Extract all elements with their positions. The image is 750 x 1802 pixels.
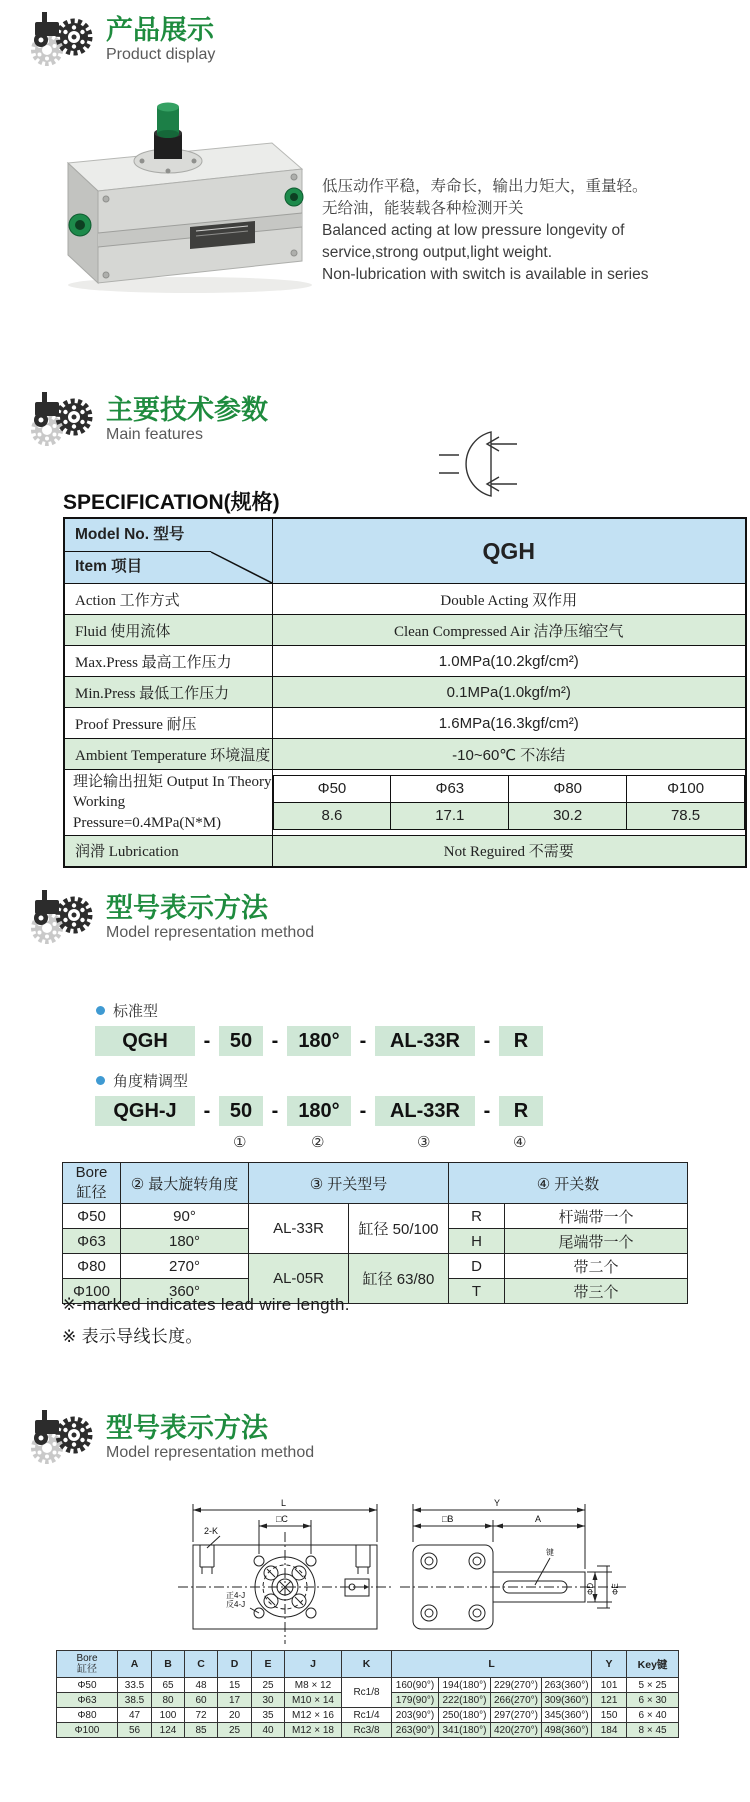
- spec-row-torque: [64, 770, 746, 836]
- section-title: 产品展示: [106, 14, 214, 45]
- col-header-Y: Y: [592, 1651, 627, 1678]
- bore-cell: Φ80: [63, 1254, 121, 1279]
- code-part: QGH: [95, 1026, 195, 1056]
- bore-cell: Φ100: [63, 1279, 121, 1304]
- code-dash: -: [483, 1029, 491, 1052]
- section-header-model-method: [28, 888, 314, 944]
- dim-table-header: [57, 1651, 679, 1678]
- spec-label: Action 工作方式: [64, 584, 272, 615]
- dim-label-Y: Y: [494, 1498, 501, 1508]
- torque-bores-row: [273, 775, 745, 802]
- spec-row-max-press: [64, 646, 746, 677]
- code-part: AL-33R: [375, 1026, 475, 1056]
- spec-label: Min.Press 最低工作压力: [64, 677, 272, 708]
- switch-table-header: [63, 1163, 688, 1204]
- circled-number-1: ①: [233, 1134, 247, 1151]
- desc-line: Non-lubrication with switch is available in series: [322, 266, 649, 283]
- count-desc-cell: 尾端带一个: [505, 1229, 688, 1254]
- angle-cell: 270°: [121, 1254, 249, 1279]
- torque-value: 78.5: [627, 802, 745, 829]
- spec-heading: SPECIFICATION(规格): [63, 491, 280, 514]
- col-header-E: E: [252, 1651, 285, 1678]
- dim-label-C: □C: [276, 1514, 288, 1524]
- switch-count-header: ④ 开关数: [449, 1163, 688, 1204]
- dim-row: Φ100 56 124 85 25 40 M12 × 18 Rc3/8 263(90°) 341(180°) 420(270°) 498(360°) 184 8 × 45: [57, 1723, 679, 1738]
- code-part: R: [499, 1096, 543, 1126]
- note-line: ※-marked indicates lead wire length.: [62, 1295, 350, 1314]
- section-subtitle: Main features: [106, 426, 203, 443]
- dimension-table: [56, 1650, 679, 1738]
- section-title: 型号表示方法: [106, 892, 268, 923]
- torque-value: 30.2: [509, 802, 627, 829]
- count-desc-cell: 带二个: [505, 1254, 688, 1279]
- fine-adjust-type-label: [96, 1070, 188, 1091]
- section-subtitle: Model representation method: [106, 924, 315, 941]
- dim-label-phiD: ΦD: [586, 1582, 595, 1595]
- standard-type-label: [96, 1000, 158, 1021]
- col-header-B: B: [152, 1651, 185, 1678]
- dim-label-back-4J: 反4-J: [226, 1600, 246, 1609]
- gear-tractor-logo-icon: [28, 390, 98, 446]
- spec-row-ambient-temp: [64, 739, 746, 770]
- gear-tractor-logo-icon: [28, 888, 98, 944]
- bore-cell: Φ63: [391, 775, 509, 802]
- code-dash: -: [271, 1029, 279, 1052]
- torque-subtable: [273, 775, 746, 830]
- angle-cell: 360°: [121, 1279, 249, 1304]
- dim-label-key: 键: [546, 1548, 554, 1557]
- bore-cell: Φ80: [509, 775, 627, 802]
- circled-number-3: ③: [417, 1134, 431, 1151]
- count-desc-cell: 带三个: [505, 1279, 688, 1304]
- count-code-cell: T: [449, 1279, 505, 1304]
- circled-number-2: ②: [311, 1134, 325, 1151]
- desc-line: 低压动作平稳，寿命长，输出力矩大，重量轻。: [322, 178, 648, 195]
- section-title: 型号表示方法: [106, 1412, 268, 1443]
- code-part: 180°: [287, 1026, 351, 1056]
- code-part: AL-33R: [375, 1096, 475, 1126]
- torque-label: 理论输出扭矩 Output In Theory Working Pressure=0.4MPa(N*M): [64, 770, 272, 836]
- torque-value: 8.6: [273, 802, 391, 829]
- bullet-text: 标准型: [113, 1003, 159, 1020]
- code-part: R: [499, 1026, 543, 1056]
- spec-label: 润滑 Lubrication: [64, 835, 272, 867]
- col-header-L: L: [392, 1651, 592, 1678]
- spec-value: 1.0MPa(10.2kgf/cm²): [272, 646, 746, 677]
- switch-range-cell: 缸径 50/100: [349, 1204, 449, 1254]
- dim-row: Φ50 33.5 65 48 15 25 M8 × 12 Rc1/8 160(90°) 194(180°) 229(270°) 263(360°) 101 5 × 25: [57, 1678, 679, 1693]
- section-header-main-features: [28, 390, 268, 446]
- spec-label: Ambient Temperature 环境温度: [64, 739, 272, 770]
- col-header-D: D: [218, 1651, 252, 1678]
- spec-label: Proof Pressure 耐压: [64, 708, 272, 739]
- col-header-J: J: [285, 1651, 342, 1678]
- angle-cell: 180°: [121, 1229, 249, 1254]
- spec-header-row: [64, 518, 746, 584]
- dim-label-phiE: ΦE: [611, 1583, 620, 1595]
- bore-cell: Φ63: [63, 1229, 121, 1254]
- bore-header: Bore 缸径: [57, 1651, 118, 1678]
- bore-header: Bore 缸径: [63, 1163, 121, 1204]
- code-part: QGH-J: [95, 1096, 195, 1126]
- spec-value: 1.6MPa(16.3kgf/cm²): [272, 708, 746, 739]
- standard-model-code: [95, 1026, 543, 1056]
- dim-label-front-4J: 正4-J: [226, 1591, 246, 1600]
- spec-row-fluid: [64, 615, 746, 646]
- col-header-A: A: [118, 1651, 152, 1678]
- bullet-icon: [96, 1006, 105, 1015]
- code-dash: -: [359, 1099, 367, 1122]
- dim-label-L: L: [281, 1498, 287, 1508]
- count-desc-cell: 杆端带一个: [505, 1204, 688, 1229]
- spec-value: -10~60℃ 不冻结: [272, 739, 746, 770]
- spec-table: [63, 517, 747, 868]
- dim-label-2K: 2-K: [204, 1526, 219, 1536]
- col-header-K: K: [342, 1651, 392, 1678]
- bore-cell: Φ100: [627, 775, 745, 802]
- product-photo: [40, 85, 320, 297]
- switch-row: [63, 1204, 688, 1229]
- desc-line: service,strong output,light weight.: [322, 244, 553, 261]
- switch-model-cell: AL-05R: [249, 1254, 349, 1304]
- bullet-text: 角度精调型: [113, 1073, 189, 1090]
- dim-row: Φ63 38.5 80 60 17 30 M10 × 14 179(90°) 222(180°) 266(270°) 309(360°) 121 6 × 30: [57, 1693, 679, 1708]
- dim-label-B: □B: [442, 1514, 454, 1524]
- col-header-Key: Key键: [627, 1651, 679, 1678]
- spec-label: Max.Press 最高工作压力: [64, 646, 272, 677]
- spec-row-proof-pressure: [64, 708, 746, 739]
- desc-line: Balanced acting at low pressure longevity of: [322, 222, 625, 239]
- gear-tractor-logo-icon: [28, 10, 98, 66]
- dimension-drawings: [140, 1492, 640, 1654]
- spec-value: Clean Compressed Air 洁净压缩空气: [272, 615, 746, 646]
- spec-value: 0.1MPa(1.0kgf/m²): [272, 677, 746, 708]
- product-description: [322, 176, 746, 286]
- gear-tractor-logo-icon: [28, 1408, 98, 1464]
- note-line: ※ 表示导线长度。: [62, 1327, 203, 1346]
- section-title: 主要技术参数: [106, 394, 268, 425]
- spec-label: Fluid 使用流体: [64, 615, 272, 646]
- switch-option-table: [62, 1162, 688, 1304]
- desc-line: 无给油，能装载各种检测开关: [322, 200, 524, 217]
- diagonal-divider: [65, 519, 272, 583]
- model-value: QGH: [272, 518, 746, 584]
- spec-header-left: [65, 519, 272, 583]
- bore-cell: Φ50: [273, 775, 391, 802]
- code-part: 180°: [287, 1096, 351, 1126]
- model-no-label: Model No. 型号: [75, 526, 185, 543]
- section-header-dimensions: [28, 1408, 314, 1464]
- spec-value: Not Reguired 不需要: [272, 835, 746, 867]
- item-label: Item 项目: [75, 558, 143, 575]
- dim-label-A: A: [535, 1514, 542, 1524]
- switch-model-cell: AL-33R: [249, 1204, 349, 1254]
- code-dash: -: [359, 1029, 367, 1052]
- code-part: 50: [219, 1096, 263, 1126]
- torque-value: 17.1: [391, 802, 509, 829]
- count-code-cell: H: [449, 1229, 505, 1254]
- angle-cell: 90°: [121, 1204, 249, 1229]
- fine-adjust-model-code: [95, 1096, 543, 1126]
- switch-row: [63, 1254, 688, 1279]
- code-dash: -: [483, 1099, 491, 1122]
- bore-cell: Φ50: [63, 1204, 121, 1229]
- circled-number-4: ④: [513, 1134, 527, 1151]
- section-subtitle: Model representation method: [106, 1444, 315, 1461]
- spec-value: Double Acting 双作用: [272, 584, 746, 615]
- rotary-actuator-symbol-icon: [437, 428, 519, 500]
- dim-row: Φ80 47 100 72 20 35 M12 × 16 Rc1/4 203(90°) 250(180°) 297(270°) 345(360°) 150 6 × 40: [57, 1708, 679, 1723]
- section-subtitle: Product display: [106, 46, 216, 63]
- count-code-cell: D: [449, 1254, 505, 1279]
- col-header-C: C: [185, 1651, 218, 1678]
- code-part: 50: [219, 1026, 263, 1056]
- spec-row-action: [64, 584, 746, 615]
- bullet-icon: [96, 1076, 105, 1085]
- code-dash: -: [203, 1099, 211, 1122]
- switch-range-cell: 缸径 63/80: [349, 1254, 449, 1304]
- code-dash: -: [271, 1099, 279, 1122]
- switch-model-header: ③ 开关型号: [249, 1163, 449, 1204]
- code-dash: -: [203, 1029, 211, 1052]
- spec-row-lubrication: [64, 835, 746, 867]
- angle-header: ② 最大旋转角度: [121, 1163, 249, 1204]
- section-header-product: [28, 10, 215, 66]
- count-code-cell: R: [449, 1204, 505, 1229]
- spec-row-min-press: [64, 677, 746, 708]
- torque-values-row: [273, 802, 745, 829]
